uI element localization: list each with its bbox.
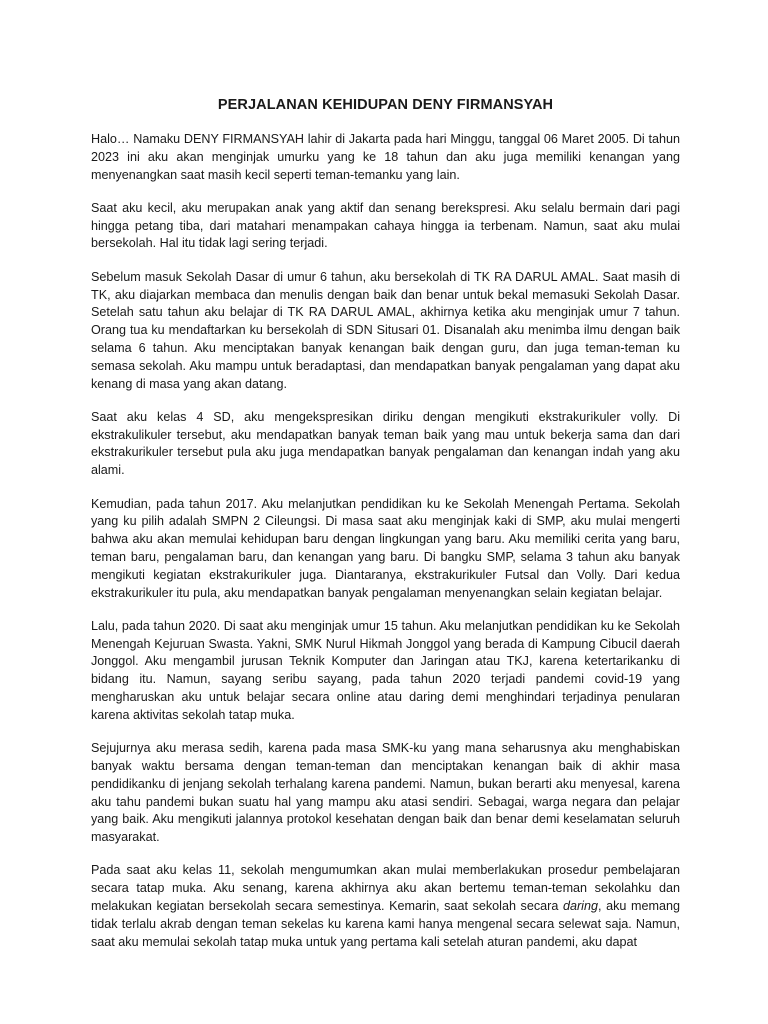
paragraph-vocational-school: Lalu, pada tahun 2020. Di saat aku menginjak umur 15 tahun. Aku melanjutkan pendidikan ku ke Sekolah Menengah Kejuruan Swasta. Yakni, SMK Nurul Hikmah Jonggol yang berada di Kampung Cibucil daerah Jonggol. Aku mengambil jurusan Teknik Komputer dan Jaringan atau TKJ, karena ketertarikanku di bidang itu. Namun, sayang seribu sayang, pada tahun 2020 terjadi pandemi covid-19 yang mengharuskan aku untuk belajar secara online atau daring demi menghindari terjadinya penularan karena aktivitas sekolah tatap muka. (91, 618, 680, 722)
paragraph-intro: Halo… Namaku DENY FIRMANSYAH lahir di Jakarta pada hari Minggu, tanggal 06 Maret 2005. Di tahun 2023 ini aku akan menginjak umurku yang ke 18 tahun dan aku juga memiliki kenangan yang menyenangkan saat masih kecil seperti teman-temanku yang lain. (91, 132, 680, 182)
italic-word: daring (562, 898, 598, 913)
paragraph-junior-high: Kemudian, pada tahun 2017. Aku melanjutkan pendidikan ku ke Sekolah Menengah Pertama. Sekolah yang ku pilih adalah SMPN 2 Cileungsi. Di masa saat aku menginjak kaki di SMP, aku mulai mengerti bahwa aku akan memulai kehidupan baru dengan lingkungan yang baru. Aku memiliki cerita yang baru, teman baru, pengalaman baru, dan kenangan yang baru. Di bangku SMP, selama 3 tahun aku banyak mengikuti kegiatan ekstrakurikuler juga. Diantaranya, ekstrakurikuler Futsal dan Volly. Dari kedua ekstrakurikuler itu pula, aku mendapatkan banyak pengalaman menyenangkan selain kegiatan belajar. (91, 496, 680, 600)
paragraph-kindergarten-elementary: Sebelum masuk Sekolah Dasar di umur 6 tahun, aku bersekolah di TK RA DARUL AMAL. Saat masih di TK, aku diajarkan membaca dan menulis dengan baik dan benar untuk bekal memasuki Sekolah Dasar. Setelah satu tahun aku belajar di TK RA DARUL AMAL, akhirnya ketika aku menginjak umur 7 tahun. Orang tua ku mendaftarkan ku bersekolah di SDN Situsari 01. Disanalah aku menimba ilmu dengan baik selama 6 tahun. Aku menciptakan banyak kenangan baik dengan guru, dan juga teman-teman ku semasa sekolah. Aku mampu untuk beradaptasi, dan mendapatkan banyak pengalaman yang dapat aku kenang di masa yang akan datang. (91, 269, 680, 391)
paragraph-grade-11 (91, 862, 680, 951)
paragraph-grade-11-part-2: , aku memang tidak terlalu akrab dengan teman sekelas ku karena kami hanya mengenal secara selewat saja. Namun, saat aku memulai sekolah tatap muka untuk yang pertama kali setelah aturan pandemi, aku dapat (91, 898, 680, 949)
document-page (91, 96, 680, 967)
paragraph-volleyball: Saat aku kelas 4 SD, aku mengekspresikan diriku dengan mengikuti ekstrakurikuler volly. Di ekstrakulikuler tersebut, aku mendapatkan banyak teman baik yang mau untuk bekerja sama dan dari ekstrakurikuler tersebut pula aku juga mendapatkan banyak pengalaman dan kenangan indah yang aku alami. (91, 409, 680, 478)
paragraph-childhood: Saat aku kecil, aku merupakan anak yang aktif dan senang berekspresi. Aku selalu bermain dari pagi hingga petang tiba, dari matahari menampakan cahaya hingga ia terbenam. Namun, saat aku mulai bersekolah. Hal itu tidak lagi sering terjadi. (91, 200, 680, 251)
page-title: PERJALANAN KEHIDUPAN DENY FIRMANSYAH (217, 97, 554, 113)
paragraph-pandemic: Sejujurnya aku merasa sedih, karena pada masa SMK-ku yang mana seharusnya aku menghabiskan banyak waktu bersama dengan teman-teman dan menciptakan kenangan baik di akhir masa pendidikanku di jenjang sekolah terhalang karena pandemi. Namun, bukan berarti aku menyesal, karena aku tahu pandemi bukan suatu hal yang mampu aku atasi sendiri. Sebagai, warga negara dan pelajar yang baik. Aku mengikuti jalannya protokol kesehatan dengan baik dan benar demi keselamatan seluruh masyarakat. (91, 741, 680, 845)
paragraph-grade-11-part-1: Pada saat aku kelas 11, sekolah mengumumkan akan mulai memberlakukan prosedur pembelajaran secara tatap muka. Aku senang, karena akhirnya aku akan bertemu teman-teman sekolahku dan melakukan kegiatan bersekolah secara semestinya. Kemarin, saat sekolah secara (91, 863, 680, 913)
